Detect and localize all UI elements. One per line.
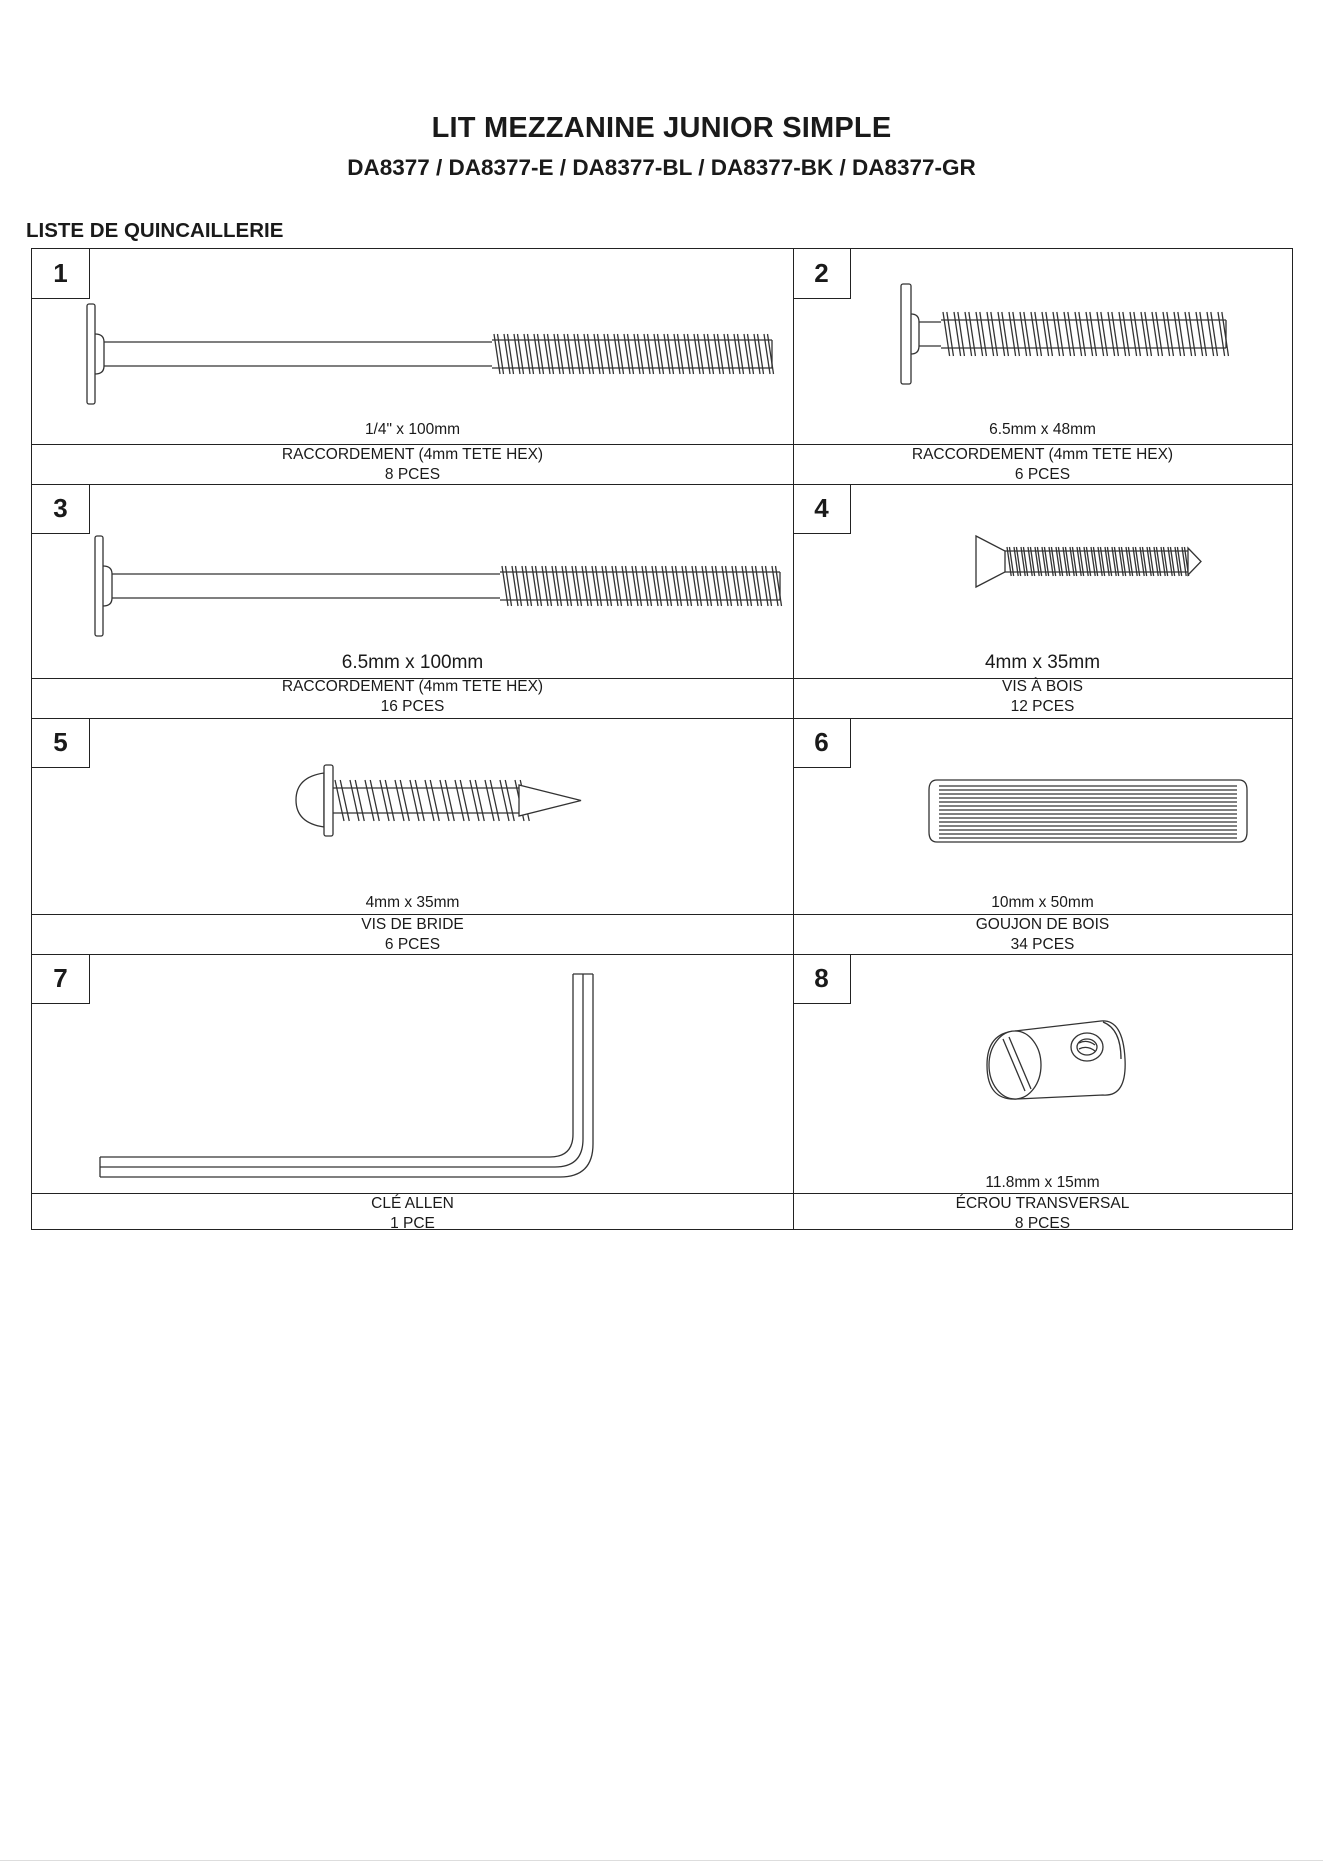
item-quantity: 8 PCES (1014, 1215, 1071, 1232)
section-title: LISTE DE QUINCAILLERIE (26, 219, 284, 242)
item-name: RACCORDEMENT (4mm TETE HEX) (281, 446, 544, 463)
item-quantity: 12 PCES (1010, 698, 1075, 715)
item-quantity: 8 PCES (384, 466, 441, 483)
hardware-item-2 (793, 249, 1292, 484)
document-title: LIT MEZZANINE JUNIOR SIMPLE (431, 112, 892, 144)
hardware-table (31, 248, 1293, 1230)
barrel-nut-icon (983, 1019, 1133, 1109)
hardware-item-8 (793, 954, 1292, 1232)
hardware-item-4 (793, 484, 1292, 718)
item-number: 2 (793, 249, 851, 299)
item-name: RACCORDEMENT (4mm TETE HEX) (281, 678, 544, 695)
long-bolt-icon (90, 536, 790, 636)
long-bolt-icon (82, 304, 782, 404)
item-quantity: 1 PCE (390, 1215, 435, 1232)
item-quantity: 34 PCES (1010, 936, 1075, 953)
item-quantity: 6 PCES (1014, 466, 1071, 483)
wood-screw-icon (973, 534, 1213, 589)
item-quantity: 6 PCES (384, 936, 441, 953)
hardware-item-6 (793, 718, 1292, 954)
item-number: 5 (32, 718, 90, 768)
item-quantity: 16 PCES (380, 698, 445, 715)
hardware-item-7 (32, 954, 793, 1232)
item-size: 6.5mm x 48mm (989, 421, 1096, 438)
item-name: VIS DE BRIDE (361, 916, 464, 933)
item-number: 4 (793, 484, 851, 534)
model-numbers: DA8377 / DA8377-E / DA8377-BL / DA8377-BK / DA8377-GR (347, 155, 976, 180)
hardware-item-1 (32, 249, 793, 484)
item-number: 1 (32, 249, 90, 299)
item-size: 4mm x 35mm (365, 894, 460, 911)
item-name: GOUJON DE BOIS (975, 916, 1110, 933)
hardware-item-3 (32, 484, 793, 718)
hardware-item-5 (32, 718, 793, 954)
item-size: 11.8mm x 15mm (985, 1174, 1100, 1191)
footer-line (0, 1860, 1323, 1862)
item-size: 10mm x 50mm (991, 894, 1094, 911)
item-number: 6 (793, 718, 851, 768)
wood-dowel-icon (927, 778, 1249, 844)
item-name: CLÉ ALLEN (371, 1195, 454, 1212)
item-size: 6.5mm x 100mm (341, 652, 484, 673)
flange-screw-icon (294, 763, 594, 838)
item-name: VIS À BOIS (1002, 678, 1083, 695)
item-number: 8 (793, 954, 851, 1004)
item-name: ÉCROU TRANSVERSAL (955, 1195, 1130, 1212)
item-number: 3 (32, 484, 90, 534)
item-size: 1/4" x 100mm (364, 421, 461, 438)
item-size: 4mm x 35mm (984, 652, 1101, 673)
short-bolt-icon (901, 284, 1231, 384)
item-name: RACCORDEMENT (4mm TETE HEX) (911, 446, 1174, 463)
allen-key-icon (100, 974, 640, 1179)
item-number: 7 (32, 954, 90, 1004)
